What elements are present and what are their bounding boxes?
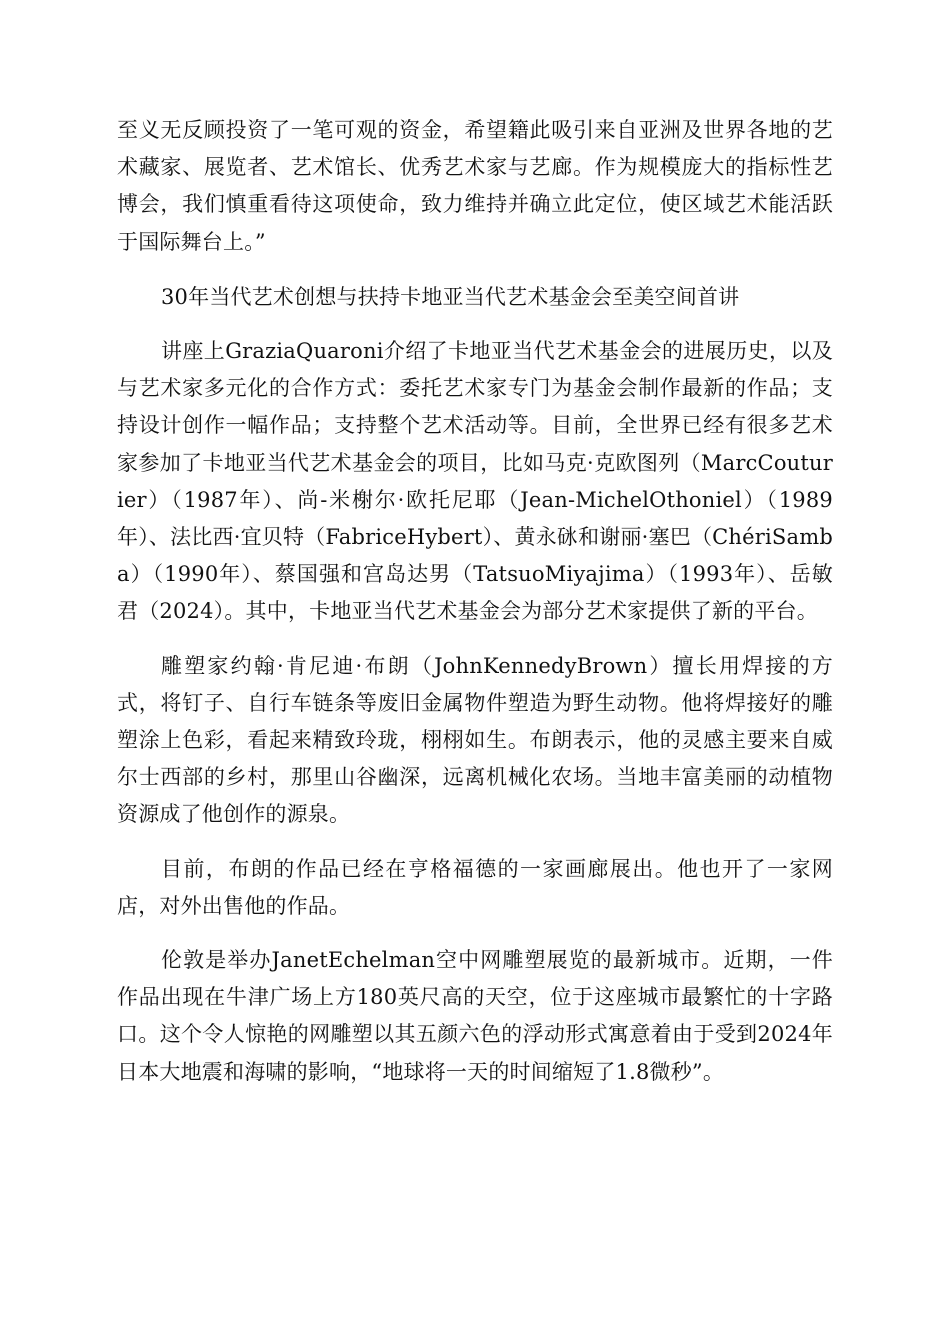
paragraph-london: 伦敦是举办JanetEchelman空中网雕塑展览的最新城市。近期，一件作品出现在牛津广场上方180英尺高的天空，位于这座城市最繁忙的十字路口。这个令人惊艳的网雕塑以其五颜六色的浮动形式寓意着由于受到2024年日本大地震和海啸的影响，“地球将一天的时间缩短了1.8微秒”。 [117,948,833,1084]
paragraph-continuation: 至义无反顾投资了一笔可观的资金，希望籍此吸引来自亚洲及世界各地的艺术藏家、展览者、艺术馆长、优秀艺术家与艺廊。作为规模庞大的指标性艺博会，我们慎重看待这项使命，致力维持并确立此定位，使区域艺术能活跃于国际舞台上。” [117,118,833,254]
paragraph-sculptor: 雕塑家约翰·肯尼迪·布朗（JohnKennedyBrown）擅长用焊接的方式，将钉子、自行车链条等废旧金属物件塑造为野生动物。他将焊接好的雕塑涂上色彩，看起来精致玲珑，栩栩如生。布朗表示，他的灵感主要来自威尔士西部的乡村，那里山谷幽深，远离机械化农场。当地丰富美丽的动植物资源成了他创作的源泉。 [117,653,833,827]
document-page [117,112,833,1108]
paragraph-lecture: 讲座上GraziaQuaroni介绍了卡地亚当代艺术基金会的进展历史，以及与艺术家多元化的合作方式：委托艺术家专门为基金会制作最新的作品；支持设计创作一幅作品；支持整个艺术活动等。目前，全世界已经有很多艺术家参加了卡地亚当代艺术基金会的项目，比如马克·克欧图列（MarcCouturier）（1987年）、尚-米榭尔·欧托尼耶（Jean-MichelOthoniel）（1989年）、法比西·宜贝特（FabriceHybert）、黄永砯和谢丽·塞巴（ChériSamba）（1990年）、蔡国强和宫岛达男（TatsuoMiyajima）（1993年）、岳敏君（2024）。其中，卡地亚当代艺术基金会为部分艺术家提供了新的平台。 [117,339,833,624]
paragraph-gallery: 目前，布朗的作品已经在亨格福德的一家画廊展出。他也开了一家网店，对外出售他的作品。 [117,856,833,918]
section-heading: 30年当代艺术创想与扶持卡地亚当代艺术基金会至美空间首讲 [161,284,740,309]
